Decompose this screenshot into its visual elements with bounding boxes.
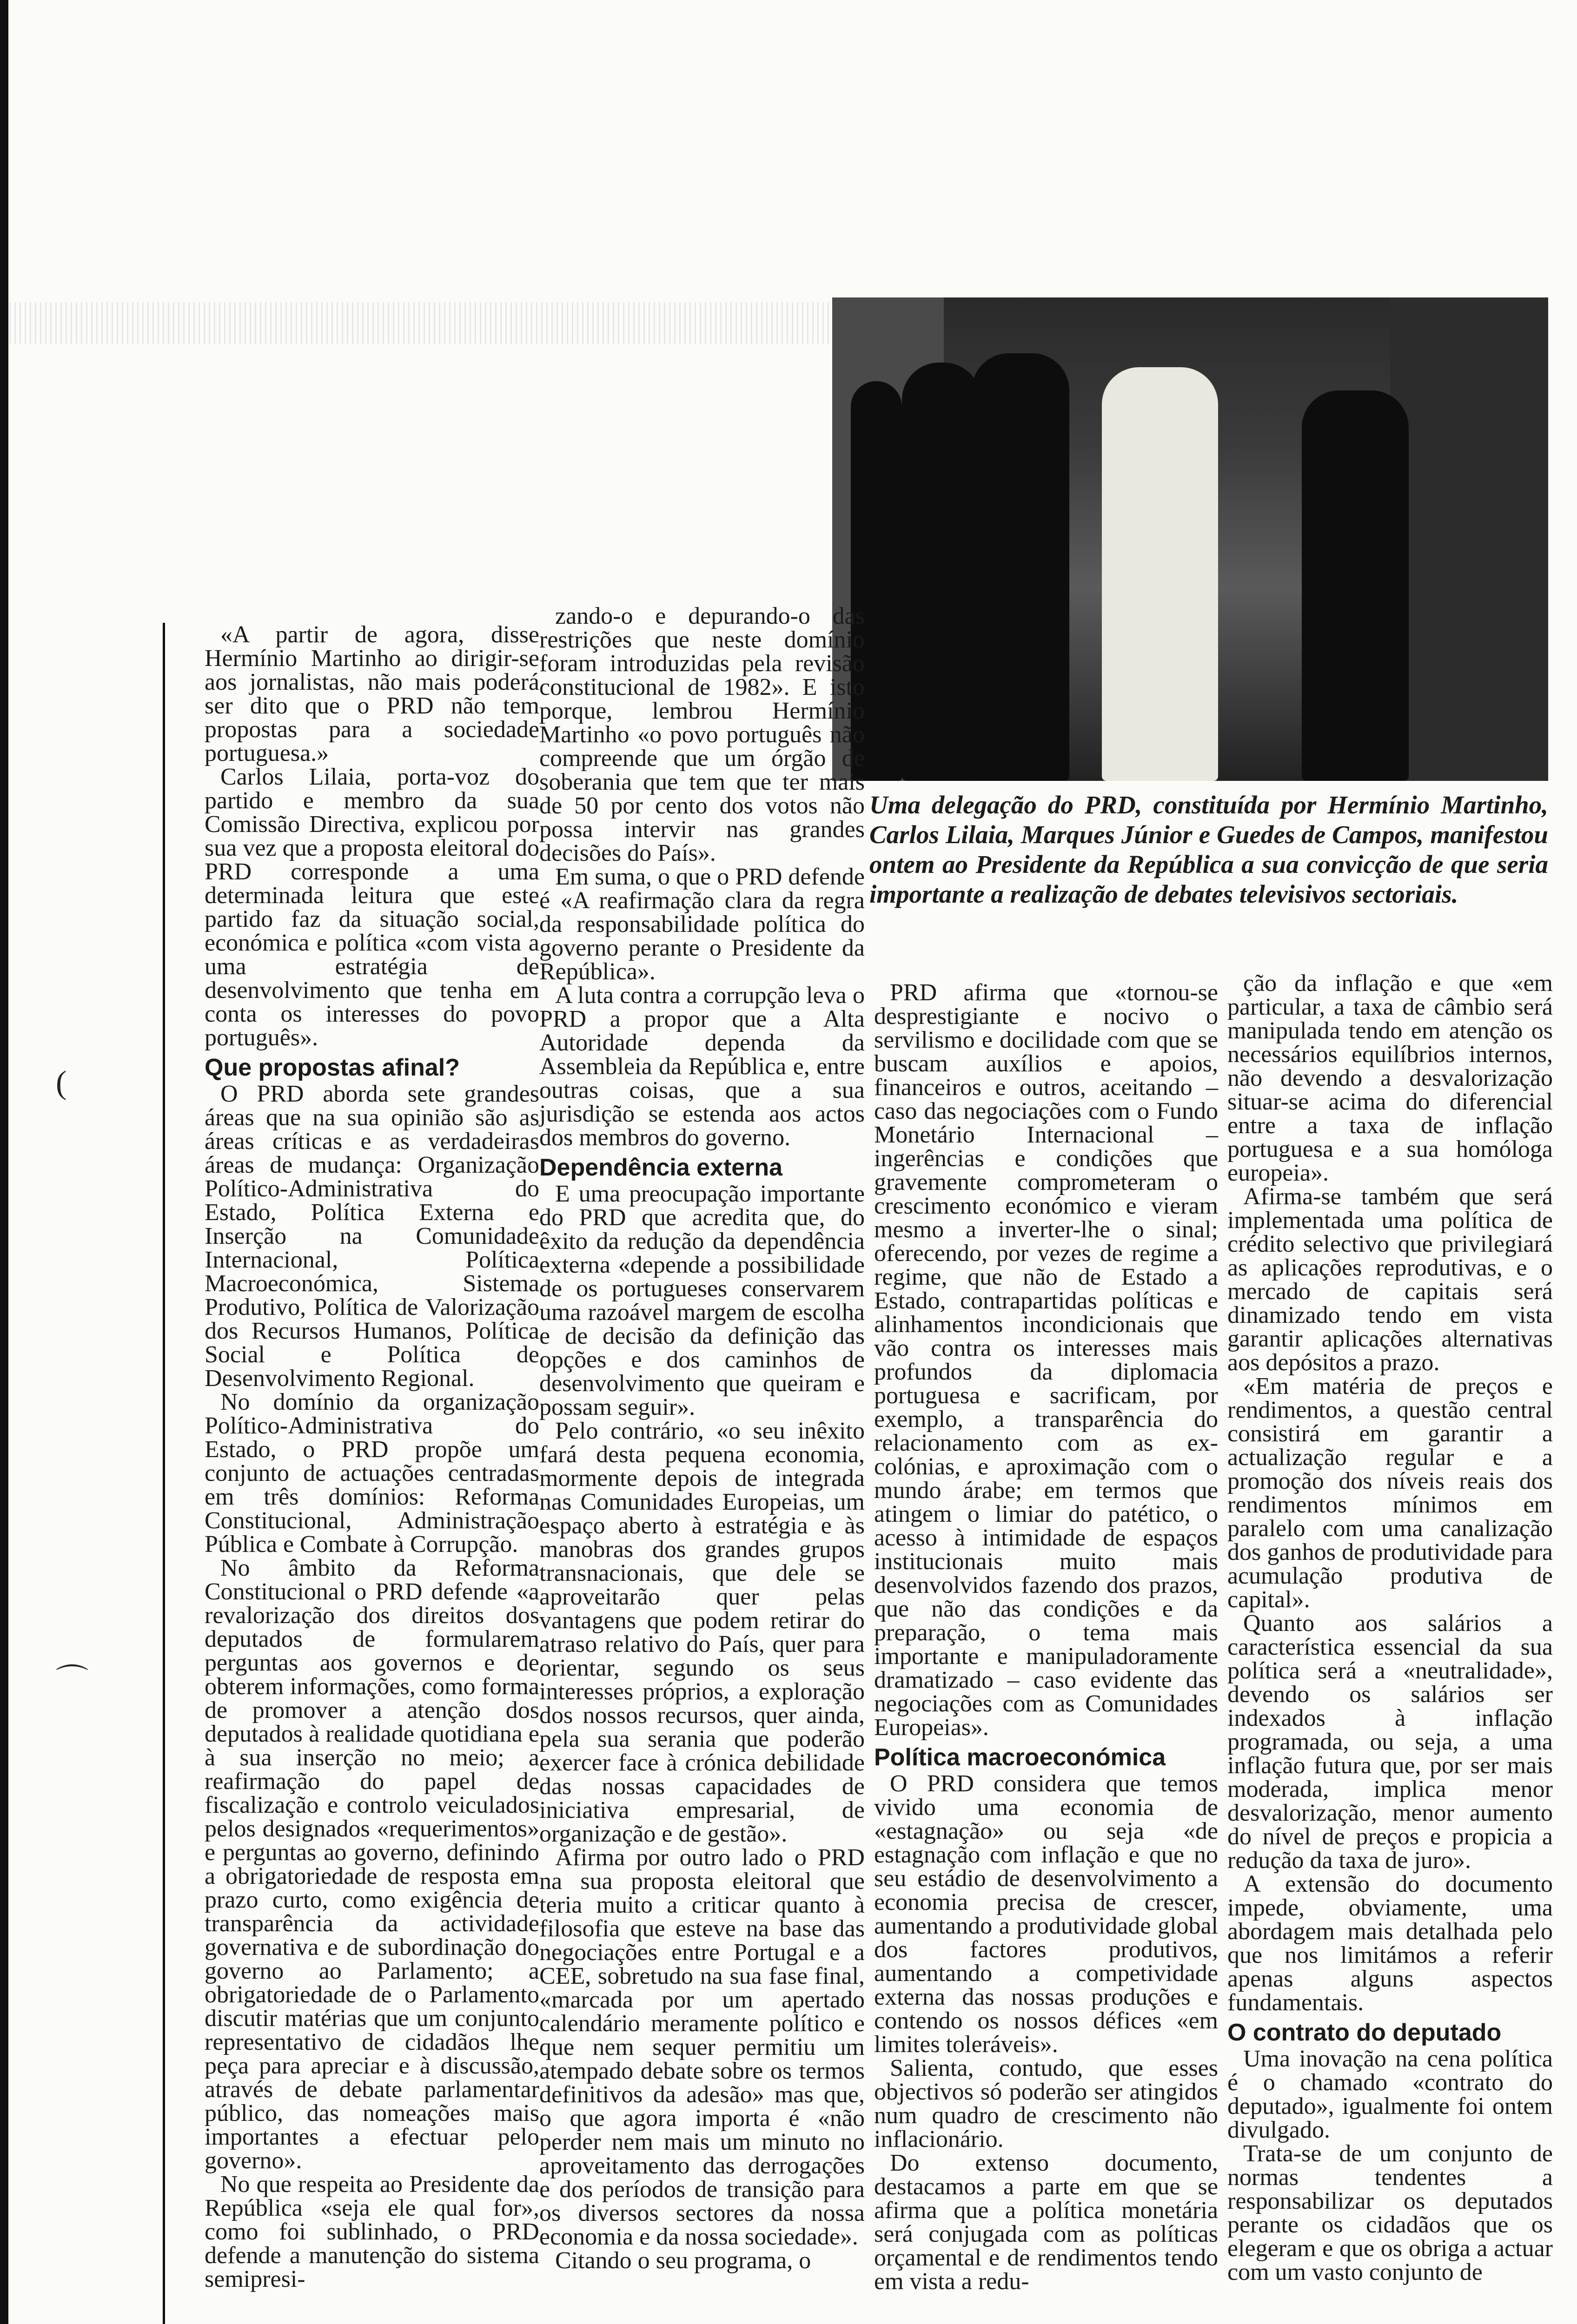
article-paragraph: No âmbito da Reforma Constitucional o PRD defende «a revalorização dos direitos dos deputados de formularem perguntas aos governos e de obterem informações, como forma de promover a atenção dos deputados à realidade quotidiana e à sua inserção no meio; a reafirmação do papel de fiscalização e controlo veiculados pelos designados «requerimentos» e perguntas ao governo, definindo a obrigatoriedade de resposta em prazo curto, como exigência de transparência da actividade governativa e de subordinação do governo ao Parlamento; a obrigatoriedade de o Parlamento discutir matérias que um conjunto representativo de cidadãos lhe peça para apreciar e à discussão, através de debate parlamentar público, das nomeações mais importantes a efectuar pelo governo». <box>205 1555 539 2174</box>
article-paragraph: «A partir de agora, disse Hermínio Martinho ao dirigir-se aos jornalistas, não mais poderá ser dito que o PRD não tem propostas para a sociedade portuguesa.» <box>205 621 539 766</box>
article-paragraph: Em suma, o que o PRD defende é «A reafirmação clara da regra da responsabilidade política do governo perante o Presidente da República». <box>539 864 865 985</box>
photo-caption: Uma delegação do PRD, constituída por Hermínio Martinho, Carlos Lilaia, Marques Júnior e Guedes de Campos, manifestou ontem ao Presidente da República a sua convicção de que seria importante a realização de debates televisivos sectoriais. <box>869 791 1548 908</box>
article-paragraph: Pelo contrário, «o seu inêxito fará desta pequena economia, mormente depois de integrada nas Comunidades Europeias, um espaço aberto à estratégia e às manobras dos grandes grupos transnacionais, que dele se aproveitarão quer pelas vantagens que podem retirar do atraso relativo do País, quer para orientar, segundo os seus interesses próprios, a exploração dos nossos recursos, quer ainda, pela sua serania que poderão exercer face à crónica debilidade das nossas capacidades de iniciativa empresarial, de organização e de gestão». <box>539 1418 865 1847</box>
article-paragraph: Afirma-se também que será implementada uma política de crédito selectivo que privilegiará as aplicações reprodutivas, e o mercado de capitais será dinamizado tendo em vista garantir aplicações alternativas aos depósitos a prazo. <box>1227 1183 1553 1376</box>
article-column-4 <box>1227 971 1553 2284</box>
margin-mark-bottom: ⌒ <box>56 1664 88 1699</box>
article-paragraph: Salienta, contudo, que esses objectivos só poderão ser atingidos num quadro de crescimento não inflacionário. <box>874 2055 1218 2152</box>
article-paragraph: Citando o seu programa, o <box>555 2247 811 2274</box>
article-paragraph: PRD afirma que «tornou-se desprestigiante e nocivo o servilismo e docilidade com que se buscam auxílios e apoios, financeiros e outros, aceitando – caso das negociações com o Fundo Monetário Internacional – ingerências e condições que gravemente comprometeram o crescimento económico e vieram mesmo a inverter-lhe o sinal; oferecendo, por vezes de regime a regime, que não de Estado a Estado, contrapartidas políticas e alinhamentos incondicionais que vão contra os interesses mais profundos da diplomacia portuguesa e sacrificam, por exemplo, a transparência do relacionamento com as ex-colónias, e aproximação com o mundo árabe; em termos que atingem o limiar do patético, o acesso à intimidade de espaços institucionais muito mais desenvolvidos fazendo dos prazos, que não das condições e da preparação, o tema mais importante e manipuladoramente dramatizado – caso evidente das negociações com as Comunidades Europeias». <box>874 979 1218 1741</box>
article-paragraph: Uma inovação na cena política é o chamado «contrato do deputado», igualmente foi ontem divulgado. <box>1227 2046 1553 2143</box>
article-paragraph: E uma preocupação importante do PRD que acredita que, do êxito da redução da dependência externa «depende a possibilidade de os portugueses conservarem uma razoável margem de escolha e de decisão da definição das opções e dos caminhos de desenvolvimento que queiram e possam seguir». <box>539 1181 865 1420</box>
article-column-2 <box>539 604 865 2272</box>
article-column-3 <box>874 981 1218 2293</box>
article-paragraph: O PRD aborda sete grandes áreas que na sua opinião são as áreas críticas e as verdadeiras áreas de mudança: Organização Político-Administrativa do Estado, Política Externa e Inserção na Comunidade Internacional, Política Macroeconómica, Sistema Produtivo, Política de Valorização dos Recursos Humanos, Política Social e Política de Desenvolvimento Regional. <box>205 1081 539 1392</box>
article-paragraph: Trata-se de um conjunto de normas tendentes a responsabilizar os deputados perante os cidadãos que os elegeram e que os obriga a actuar com um vasto conjunto de <box>1227 2140 1553 2285</box>
column-rule-left <box>163 623 165 2324</box>
news-photo <box>832 297 1548 781</box>
scan-noise <box>9 302 837 344</box>
article-paragraph: A luta contra a corrupção leva o PRD a propor que a Alta Autoridade dependa da Assembleia da República e, entre outras coisas, que a sua jurisdição se estenda aos actos dos membros do governo. <box>539 982 865 1151</box>
page-left-border <box>0 0 8 2324</box>
section-heading: Dependência externa <box>539 1154 783 1181</box>
article-paragraph: Afirma por outro lado o PRD na sua proposta eleitoral que teria muito a criticar quanto à filosofia que esteve na base das negociações entre Portugal e a CEE, sobretudo na sua fase final, «marcada por um apertado calendário meramente político e que nem sequer permitiu um atempado debate sobre os termos definitivos da adesão» mas que, o que agora importa é «não perder nem mais um minuto no aproveitamento das derrogações e dos períodos de transição para os diversos sectores da nossa economia e da nossa sociedade». <box>539 1844 865 2250</box>
article-paragraph: A extensão do documento impede, obviamente, uma abordagem mais detalhada pelo que nos limitámos a referir apenas alguns aspectos fundamentais. <box>1227 1871 1553 2016</box>
margin-mark-top: ( <box>56 1065 67 1101</box>
section-heading: Que propostas afinal? <box>205 1054 460 1081</box>
article-paragraph: No que respeita ao Presidente da República «seja ele qual for», como foi sublinhado, o PRD defende a manutenção do sistema semipresi- <box>205 2171 539 2292</box>
article-paragraph: Carlos Lilaia, porta-voz do partido e membro da sua Comissão Directiva, explicou por sua vez que a proposta eleitoral do PRD corresponde a uma determinada leitura que este partido faz da situação social, económica e política «com vista a uma estratégia de desenvolvimento que tenha em conta os interesses do povo português». <box>205 764 539 1051</box>
article-paragraph: Quanto aos salários a característica essencial da sua política será a «neutralidade», devendo os salários ser indexados à inflação programada, ou seja, a uma inflação futura que, por ser mais moderada, implica menor desvalorização, menor aumento do nível de preços e propicia a redução da taxa de juro». <box>1227 1610 1553 1874</box>
article-column-1 <box>205 623 539 2291</box>
article-paragraph: zando-o e depurando-o das restrições que neste domínio foram introduzidas pela revisão constitucional de 1982». E isto porque, lembrou Hermínio Martinho «o povo português não compreende que um órgão de soberania que tem que ter mais de 50 por cento dos votos não possa intervir nas grandes decisões do País». <box>539 603 865 866</box>
section-heading: O contrato do deputado <box>1227 2019 1502 2046</box>
article-paragraph: ção da inflação e que «em particular, a taxa de câmbio será manipulada tendo em atenção os necessários equilíbrios internos, não devendo a desvalorização situar-se acima do diferencial entre a taxa de inflação portuguesa e a sua homóloga europeia». <box>1227 970 1553 1186</box>
article-paragraph: No domínio da organização Político-Administrativa do Estado, o PRD propõe um conjunto de actuações centradas em três domínios: Reforma Constitucional, Administração Pública e Combate à Corrupção. <box>205 1389 539 1558</box>
section-heading: Política macroeconómica <box>874 1744 1166 1771</box>
article-paragraph: O PRD considera que temos vivido uma economia de «estagnação» ou seja «de estagnação com inflação e que no seu estádio de desenvolvimento a economia precisa de crescer, aumentando a produtividade global dos factores produtivos, aumentando a competividade externa das nossas produções e contendo os nossos défices «em limites toleráveis». <box>874 1770 1218 2058</box>
article-paragraph: «Em matéria de preços e rendimentos, a questão central consistirá em garantir a actualização regular e a promoção dos níveis reais dos rendimentos mínimos em paralelo com uma canalização dos ganhos de produtividade para acumulação produtiva de capital». <box>1227 1373 1553 1613</box>
article-paragraph: Do extenso documento, destacamos a parte em que se afirma que a política monetária será conjugada com as políticas orçamental e de rendimentos tendo em vista a redu- <box>874 2150 1218 2295</box>
